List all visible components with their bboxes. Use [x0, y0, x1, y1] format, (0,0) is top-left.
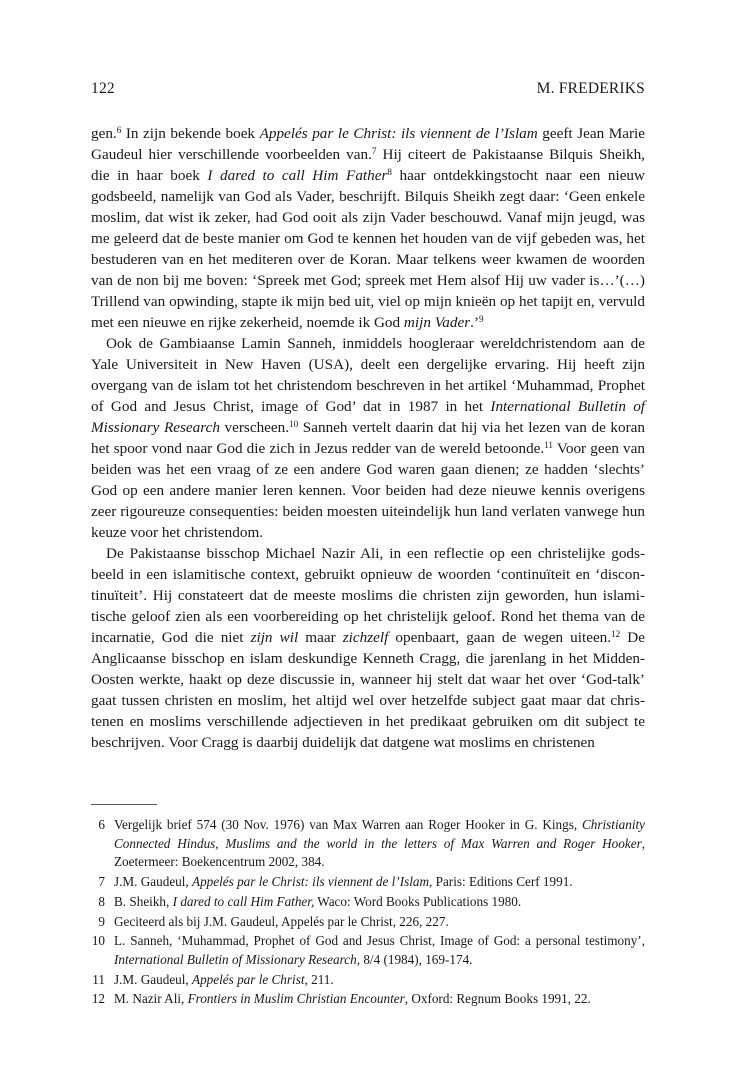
footnote-number: 10: [91, 933, 105, 949]
text-run: M. Nazir Ali,: [114, 991, 188, 1007]
footnote-reference: 8: [387, 166, 392, 177]
text-run: 8/4 (1984), 169-174.: [360, 951, 473, 967]
italic-text: Appelés par le Christ: ils viennent de l’Islam: [192, 873, 430, 889]
footnote-reference: 10: [289, 418, 299, 429]
footnote-reference: 9: [479, 313, 484, 324]
text-run: maar: [298, 629, 343, 646]
footnote-reference: 11: [544, 439, 553, 450]
footnote-reference: 7: [371, 145, 377, 156]
text-run: Geciteerd als bij J.M. Gaudeul, Appelés par le Christ, 226, 227.: [114, 913, 449, 929]
italic-text: I dared to call Him Father,: [172, 893, 315, 909]
footnote-text: [114, 971, 645, 990]
text-run: De Pakistaanse bisschop Michael Nazir Ali, in een reflectie op een christelijke godsbeeld in een islamitische context, gebruikt opnieuw de woorden ‘continuïteit en ‘discontinuïteit’. Hij constateert dat de meeste moslims die christen zijn geworden, hun islamitische geloof zien als een voorbereiding op het christelijk geloof. Rond het thema van de incarnatie, God die niet: [91, 545, 645, 646]
text-run: geeft Jean Marie Gaudeul hier verschillende voorbeelden van.: [91, 125, 645, 163]
footnote-text: [114, 893, 645, 912]
footnote-separator: [91, 804, 157, 805]
footnote: [91, 816, 645, 872]
text-run: In zijn bekende boek: [121, 125, 260, 142]
italic-text: mijn Vader: [403, 314, 471, 331]
text-run: J.M. Gaudeul,: [114, 971, 193, 987]
footnote-number: 8: [98, 893, 105, 909]
text-run: Voor geen van beiden was het een vraag of ze een andere God waren gaan dienen; ze hadden ‘slechts’ God op een andere manier leren kennen. Voor beiden had deze nieuwe kennis overigens zeer rigoureuze consequenties: beiden moesten uiteindelijk hun land verlaten vanwege hun keuze voor het christendom.: [91, 440, 645, 541]
italic-text: I dared to call Him Father: [207, 167, 388, 184]
text-run: , Paris: Editions Cerf 1991.: [429, 873, 573, 889]
italic-text: Frontiers in Muslim Christian Encounter: [187, 991, 405, 1007]
footnote-number: 7: [98, 873, 105, 889]
italic-text: International Bulletin of Missionary Research: [91, 398, 646, 436]
footnote: [91, 873, 645, 892]
italic-text: zichzelf: [342, 629, 389, 646]
footnote: [91, 990, 645, 1009]
text-run: , 211.: [304, 971, 334, 987]
footnotes: [91, 816, 645, 1010]
footnote-number: 9: [98, 913, 105, 929]
running-header: [91, 80, 645, 98]
text-run: De Anglicaanse bisschop en islam deskundige Kenneth Cragg, die jarenlang in het Midden-Oosten werkte, haakt op deze discussie in, wanneer hij stelt dat waar het over ‘God-talk’ gaat tussen christen en moslim, het altijd wel over hetzelfde subject gaat maar dat christenen en moslims verschillende adjectieven in het predikaat gebruiken om dit subject te beschrijven. Voor Cragg is daarbij duidelijk dat datgene wat moslims en christenen: [91, 629, 646, 751]
text-run: B. Sheikh,: [114, 893, 173, 909]
italic-text: Christianity Connected Hindus, Muslims and the world in the letters of Max Warren and Roger Hooker: [114, 817, 645, 851]
text-run: haar ontdekkingstocht naar een nieuw godsbeeld, namelijk van God als Vader, beschrijft. Bilquis Sheikh zegt daar: ‘Geen enkele moslim, dat wist ik zeker, had God ooit als zijn Vader beschouwd. Vanaf mijn jeugd, was me geleerd dat de beste manier om God te kennen het houden van de vijf gebeden was, het bestuderen van en het mediteren over de Koran. Maar telkens weer kwamen de woorden van de non bij me boven: ‘Spreek met God; spreek met Hem alsof Hij uw vader is…’(…) Trillend van opwinding, stapte ik mijn bed uit, viel op mijn knieën op het tapijt en, vervuld met een nieuwe en rijke zekerheid, noemde ik God: [91, 167, 645, 331]
paragraph: [91, 333, 645, 543]
footnote-reference: 12: [611, 628, 621, 639]
footnote: [91, 971, 645, 990]
text-run: L. Sanneh, ‘Muhammad, Prophet of God and Jesus Christ, Image of God: a personal testimony’,: [114, 933, 645, 949]
footnote-number: 11: [92, 971, 105, 987]
text-run: .’: [470, 314, 480, 331]
text-run: verscheen.: [219, 419, 290, 436]
text-run: Ook de Gambiaanse Lamin Sanneh, inmiddels hoogleraar wereldchristendom aan de Yale Universiteit in New Haven (USA), deelt een dergelijke ervaring. Hij heeft zijn overgang van de islam tot het christendom beschreven in het artikel ‘Muhammad, Prophet of God and Jesus Christ, image of God’ dat in 1987 in het: [91, 335, 645, 415]
footnote-text: [114, 990, 645, 1009]
text-run: J.M. Gaudeul,: [114, 873, 193, 889]
italic-text: Appelés par le Christ: ils viennent de l’Islam: [259, 125, 538, 142]
text-run: Sanneh vertelt daarin dat hij via het lezen van de koran het spoor vond naar God die zich in Jezus redder van de wereld betoonde.: [91, 419, 646, 457]
italic-text: zijn wil: [250, 629, 299, 646]
footnote: [91, 913, 645, 932]
paragraph: [91, 123, 645, 333]
body-text: [91, 123, 645, 753]
text-run: Vergelijk brief 574 (30 Nov. 1976) van Max Warren aan Roger Hooker in G. Kings,: [114, 817, 582, 832]
text-run: Waco: Word Books Publications 1980.: [314, 893, 522, 909]
footnote-text: [114, 873, 645, 892]
page-number: 122: [91, 80, 115, 97]
footnote-reference: 6: [116, 124, 122, 135]
footnote-text: [114, 932, 645, 969]
italic-text: International Bulletin of Missionary Research,: [114, 951, 361, 967]
footnote-text: [114, 913, 645, 932]
text-run: openbaart, gaan de wegen uiteen.: [388, 629, 612, 646]
running-head-author: M. FREDERIKS: [536, 80, 645, 97]
footnote-number: 12: [91, 991, 105, 1007]
footnote-number: 6: [98, 817, 105, 832]
text-run: Hij citeert de Pakistaanse Bilquis Sheikh, die in haar boek: [91, 146, 645, 184]
footnote: [91, 893, 645, 912]
paragraph: [91, 543, 645, 753]
footnote: [91, 932, 645, 969]
italic-text: Appelés par le Christ: [192, 971, 305, 987]
text-run: , Oxford: Regnum Books 1991, 22.: [404, 991, 591, 1007]
text-run: , Zoetermeer: Boekencentrum 2002, 384.: [114, 835, 645, 870]
footnote-text: [114, 816, 645, 872]
text-run: gen.: [91, 125, 117, 142]
